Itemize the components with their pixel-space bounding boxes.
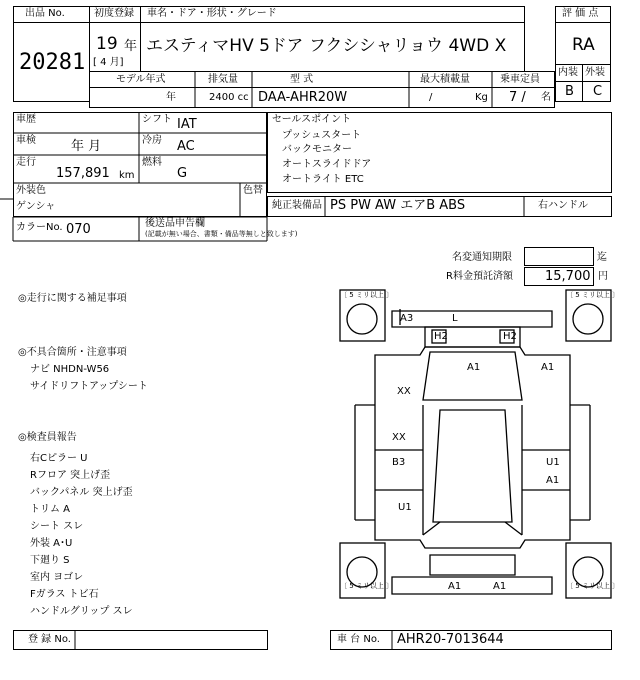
damage-mark: H2 xyxy=(503,331,517,342)
reg-year-unit: 年 xyxy=(124,39,138,54)
damage-mark: XX xyxy=(392,432,406,443)
inspector-item: シート スレ xyxy=(30,521,84,532)
exterior-grade: C xyxy=(593,84,603,99)
tire-label: 〔 5 ミリ以上 〕 xyxy=(566,582,620,590)
max-load-unit: Kg xyxy=(475,92,488,103)
damage-mark: A3 xyxy=(400,313,414,324)
mileage-label: 走行 xyxy=(16,157,36,168)
history-label: 車歴 xyxy=(16,114,36,125)
damage-mark: U1 xyxy=(546,457,560,468)
inspector-item: 室内 ヨゴレ xyxy=(30,572,84,583)
inspector-item: 右Cピラー U xyxy=(30,453,88,464)
reg-no-label: 登 録 No. xyxy=(28,634,71,645)
car-name-label: 車名・ドア・形状・グレード xyxy=(147,8,277,19)
exterior-label: 外装 xyxy=(585,67,605,78)
color-no-label: カラーNo. xyxy=(16,222,63,233)
fuel-label: 燃料 xyxy=(142,157,162,168)
sales-point-item: プッシュスタート xyxy=(282,130,362,141)
shift-value: IAT xyxy=(177,117,197,132)
deadline-label: 名変通知期限 xyxy=(452,252,512,263)
chassis-label: 車 台 No. xyxy=(337,634,380,645)
defect-item: ナビ NHDN-W56 xyxy=(30,364,110,375)
inspection-label: 車検 xyxy=(16,135,36,146)
first-reg-label: 初度登録 xyxy=(94,8,134,19)
ext-color-value: ゲンシャ xyxy=(16,201,56,212)
interior-label: 内装 xyxy=(558,67,578,78)
capacity-unit: 名 xyxy=(541,92,551,103)
damage-mark: A1 xyxy=(467,362,481,373)
aftermarket-note: (記載が無い場合、書類・備品等無しと致します) xyxy=(145,230,298,238)
damage-mark: B3 xyxy=(392,457,406,468)
fee-value: 15,700 xyxy=(545,269,591,284)
reg-month: [ 4 月] xyxy=(93,57,124,68)
shift-label: シフト xyxy=(142,114,172,125)
max-load-label: 最大積載量 xyxy=(420,74,470,85)
damage-mark: A1 xyxy=(541,362,555,373)
car-name: エスティマHV 5ドア フクシシャリョウ 4WD X xyxy=(146,36,507,56)
inspector-item: トリム A xyxy=(30,504,71,515)
handle-value: 右ハンドル xyxy=(538,200,588,211)
defect-item: サイドリフトアップシート xyxy=(30,381,148,392)
sales-point-item: バックモニター xyxy=(282,144,352,155)
reg-year: 19 xyxy=(96,34,118,54)
fee-unit: 円 xyxy=(598,271,608,282)
driving-notes-title: ◎走行に関する補足事項 xyxy=(18,293,127,304)
equipment-label: 純正装備品 xyxy=(272,200,322,211)
inspector-item: Rフロア 突上げ歪 xyxy=(30,470,111,481)
sales-point-item: オートライト ETC xyxy=(282,174,364,185)
ac-label: 冷房 xyxy=(142,135,162,146)
capacity: 7 / xyxy=(509,90,526,105)
deadline-unit: 迄 xyxy=(597,252,607,263)
sales-points-label: セールスポイント xyxy=(272,114,352,125)
rating-label: 評 価 点 xyxy=(562,8,599,19)
inspector-item: ハンドルグリップ スレ xyxy=(30,606,133,617)
tire-label: 〔 5 ミリ以上 〕 xyxy=(340,582,394,590)
inspector-item: バックパネル 突上げ歪 xyxy=(30,487,133,498)
aftermarket-label: 後送品申告欄 xyxy=(145,218,205,229)
ac-value: AC xyxy=(177,139,195,154)
max-load-slash: / xyxy=(429,92,433,103)
defects-title: ◎不具合箇所・注意事項 xyxy=(18,347,127,358)
tire-label: 〔 5 ミリ以上 〕 xyxy=(566,291,620,299)
damage-mark: L xyxy=(452,313,458,324)
inspection-value: 年 月 xyxy=(71,139,102,154)
displacement-label: 排気量 xyxy=(208,74,238,85)
damage-mark: A1 xyxy=(448,581,462,592)
damage-mark: H2 xyxy=(434,331,448,342)
inspector-title: ◎検査員報告 xyxy=(18,432,77,443)
inspector-item: 外装 A･U xyxy=(30,538,73,549)
ext-color-label: 外装色 xyxy=(16,185,46,196)
sales-point-item: オートスライドドア xyxy=(282,159,372,170)
displacement: 2400 cc xyxy=(209,92,249,103)
interior-grade: B xyxy=(565,84,574,99)
equipment-value: PS PW AW エアB ABS xyxy=(330,198,466,213)
mileage-unit: km xyxy=(119,170,135,181)
color-change-label: 色替 xyxy=(243,185,263,196)
damage-mark: A1 xyxy=(546,475,560,486)
lot-number: 20281 xyxy=(19,50,86,75)
color-no-value: 070 xyxy=(66,222,91,237)
damage-mark: XX xyxy=(397,386,411,397)
damage-mark: A1 xyxy=(493,581,507,592)
model-type: DAA-AHR20W xyxy=(258,90,348,105)
capacity-label: 乗車定員 xyxy=(500,74,540,85)
tire-label: 〔 5 ミリ以上 〕 xyxy=(340,291,394,299)
lot-label: 出品 No. xyxy=(25,8,65,19)
inspector-item: Fガラス トビ石 xyxy=(30,589,99,600)
type-label: 型 式 xyxy=(290,74,314,85)
damage-mark: U1 xyxy=(398,502,412,513)
chassis-no: AHR20-7013644 xyxy=(397,632,504,647)
mileage-value: 157,891 xyxy=(56,166,110,181)
fuel-value: G xyxy=(177,166,188,181)
fee-label: R料金預託済額 xyxy=(446,271,513,282)
rating-value: RA xyxy=(572,35,595,55)
model-year-label: モデル年式 xyxy=(116,74,166,85)
inspector-item: 下廻り S xyxy=(30,555,70,566)
model-year-unit: 年 xyxy=(166,92,176,103)
